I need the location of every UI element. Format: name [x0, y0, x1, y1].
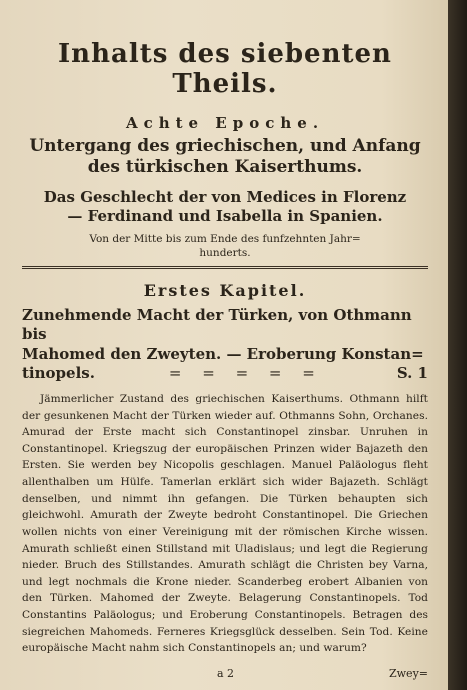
epoch-subtitle-line: — Ferdinand und Isabella in Spanien. — [67, 207, 383, 226]
epoch-label: Achte Epoche. — [125, 113, 325, 132]
epoch-timeframe-line: Von der Mitte bis zum Ende des funfzehnten Jahr= — [89, 232, 361, 245]
leader-dots: = = = = = — [168, 363, 323, 382]
double-rule-divider — [22, 266, 428, 269]
epoch-title-line: des türkischen Kaiserthums. — [87, 157, 363, 178]
page-reference: S. 1 — [396, 363, 428, 382]
chapter-summary: Jämmerlicher Zustand des griechischen Kaiserthums. Othmann hilft der gesunkenen Macht der Türken wieder auf. Othmanns Sohn, Orchanes. Amurad der Erste macht sich Constantinopel zinsbar. Unruhen in Constantinopel. Kriegszug der europäischen Prinzen wider Bajazeth den Ersten. Sie werden bey Nicopolis geschlagen. Manuel Paläologus fleht allenthalben um Hülfe. Tamerlan erklärt sich wider Bajazeth. Schlägt denselben, und nimmt ihn gefangen. Die Türken behaupten sich gleichwohl. Amurath der Zweyte bedroht Constantinopel. Die Griechen wollen nichts von einer Vereinigung mit der römischen Kirche wissen. Amurath schließt einen Stillstand mit Uladislaus; und legt die Regierung nieder. Bruch des Stillstandes. Amurath schlägt die Christen bey Varna, und legt nochmals die Krone nieder. Scanderbeg erobert Albanien von den Türken. Mahomed der Zweyte. Belagerung Constantinopels. Tod Constantins Paläologus; und Eroberung Constantinopels. Betragen des siegreichen Mahomeds. Ferneres Kriegsglück desselben. Sein Tod. Keine europäische Macht nahm sich Constantinopels an; und warum? — [22, 392, 428, 655]
catchword: Zwey= — [389, 667, 428, 680]
epoch-timeframe — [32, 232, 418, 260]
epoch-timeframe-line: hunderts. — [199, 246, 251, 259]
signature-mark: a 2 — [216, 667, 235, 680]
chapter-title — [22, 306, 428, 383]
book-page-edge — [448, 0, 467, 690]
chapter-title-last-line — [22, 364, 428, 383]
chapter-label: Erstes Kapitel. — [143, 281, 307, 301]
page-title: Inhalts des siebenten Theils. — [58, 39, 392, 99]
epoch-subtitle — [22, 188, 428, 226]
epoch-title — [22, 136, 428, 179]
chapter-title-line: Mahomed den Zweyten. — Eroberung Konstan= — [22, 344, 424, 363]
epoch-title-line: Untergang des griechischen, und Anfang — [29, 135, 421, 156]
page-footer — [22, 667, 428, 680]
chapter-title-line: tinopels. — [22, 363, 95, 382]
chapter-title-line: Zunehmende Macht der Türken, von Othmann bis — [22, 306, 412, 344]
epoch-subtitle-line: Das Geschlecht der von Medices in Florenz — [43, 188, 407, 207]
footer-spacer — [22, 667, 62, 680]
